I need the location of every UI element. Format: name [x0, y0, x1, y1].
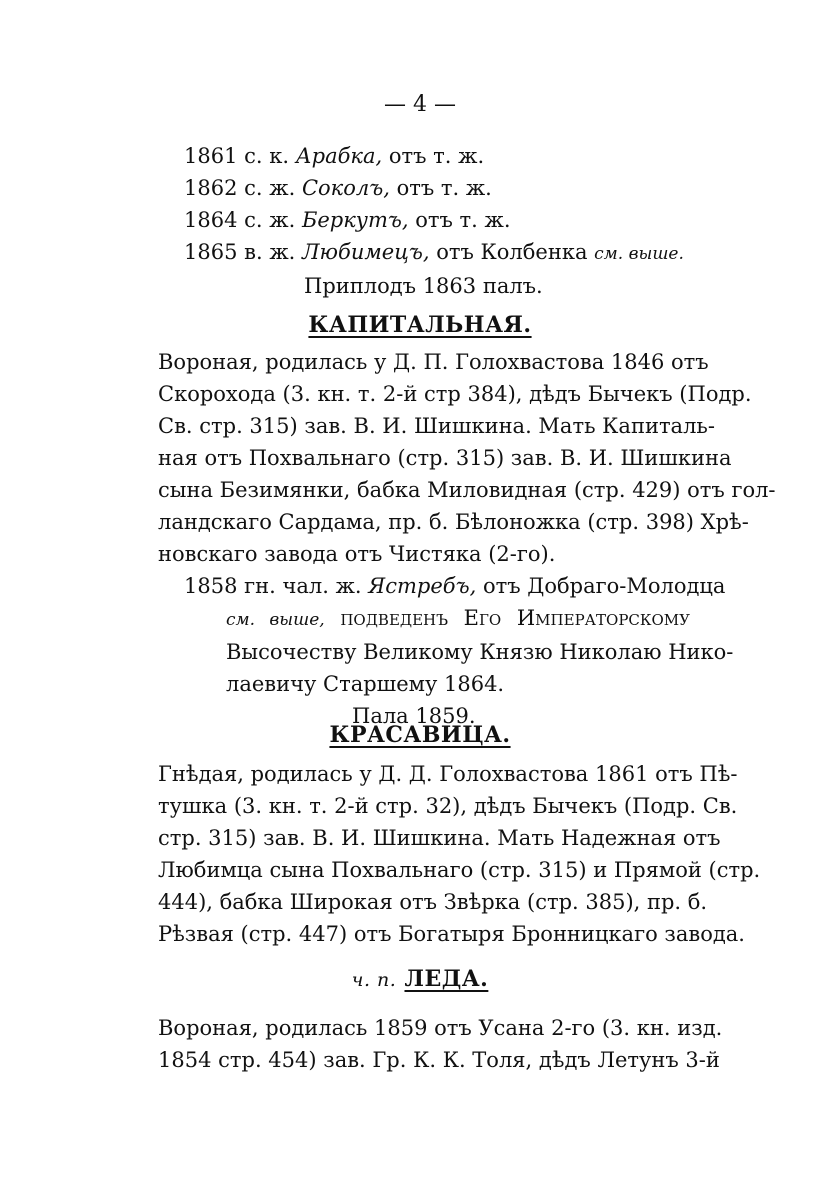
text-line: Скорохода (3. кн. т. 2-й стр 384), дѣдъ Бычекъ (Подр.	[158, 382, 752, 406]
text-line: 444), бабка Широкая отъ Звѣрка (стр. 385), пр. б.	[158, 890, 708, 914]
offspring-entry: 1861 с. к. Арабка, отъ т. ж.	[184, 144, 485, 168]
text-line: Вороная, родилась 1859 отъ Усана 2-го (3. кн. изд.	[158, 1016, 723, 1040]
text-line: новскаго завода отъ Чистяка (2-го).	[158, 542, 556, 566]
offspring-entry: 1865 в. ж. Любимецъ, отъ Колбенка см. выше.	[184, 240, 684, 264]
text-line: лаевичу Старшему 1864.	[226, 672, 505, 696]
section-heading: КРАСАВИЦА.	[329, 722, 511, 748]
offspring-entry: 1864 с. ж. Беркутъ, отъ т. ж.	[184, 208, 511, 232]
text-line: Рѣзвая (стр. 447) отъ Богатыря Бронницкаго завода.	[158, 922, 745, 946]
section-body	[158, 346, 776, 570]
text-line: см. выше, подведенъ Его Императорскому	[226, 606, 690, 630]
text-line: ная отъ Похвальнаго (стр. 315) зав. В. И. Шишкина	[158, 446, 732, 470]
text-line: ландскаго Сардама, пр. б. Бѣлоножка (стр. 398) Хрѣ-	[158, 510, 749, 534]
section-heading: КАПИТАЛЬНАЯ.	[308, 312, 532, 338]
text-line: Высочеству Великому Князю Николаю Нико-	[226, 640, 734, 664]
offspring-note: Пала 1859.	[352, 704, 476, 728]
text-line: тушка (3. кн. т. 2-й стр. 32), дѣдъ Бычекъ (Подр. Св.	[158, 794, 738, 818]
section-body	[158, 758, 761, 950]
text-line: Вороная, родилась у Д. П. Голохвастова 1846 отъ	[158, 350, 709, 374]
offspring-entry: 1858 гн. чал. ж. Ястребъ, отъ Добраго-Молодца	[184, 574, 726, 598]
section-heading: ч. п. ЛЕДА.	[351, 966, 489, 992]
page-number: — 4 —	[384, 92, 456, 117]
section-body	[158, 1012, 723, 1076]
offspring-list-top	[184, 140, 704, 302]
offspring-entry: 1862 с. ж. Соколъ, отъ т. ж.	[184, 176, 492, 200]
text-line: 1854 стр. 454) зав. Гр. К. К. Толя, дѣдъ Летунъ 3-й	[158, 1048, 720, 1072]
offspring-entry-block	[184, 570, 734, 732]
text-line: Любимца сына Похвальнаго (стр. 315) и Прямой (стр.	[158, 858, 761, 882]
offspring-note: Приплодъ 1863 палъ.	[304, 274, 543, 298]
text-line: Св. стр. 315) зав. В. И. Шишкина. Мать Капиталь-	[158, 414, 715, 438]
heading-prefix: ч. п.	[351, 969, 397, 991]
text-line: сына Безимянки, бабка Миловидная (стр. 429) отъ гол-	[158, 478, 776, 502]
text-line: стр. 315) зав. В. И. Шишкина. Мать Надежная отъ	[158, 826, 721, 850]
text-line: Гнѣдая, родилась у Д. Д. Голохвастова 1861 отъ Пѣ-	[158, 762, 738, 786]
